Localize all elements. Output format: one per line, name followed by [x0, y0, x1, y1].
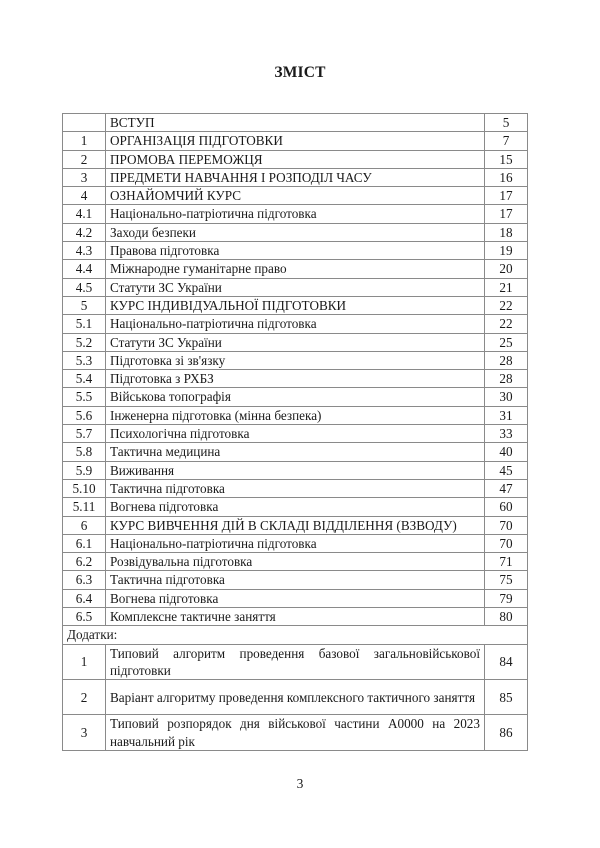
table-of-contents [62, 113, 528, 751]
toc-section-title[interactable]: Комплексне тактичне заняття [106, 608, 485, 626]
toc-section-title[interactable]: Національно-патріотична підготовка [106, 315, 485, 333]
toc-page-number: 79 [485, 589, 528, 607]
appendix-row[interactable] [63, 680, 528, 715]
toc-page-number: 17 [485, 205, 528, 223]
toc-section-number: 3 [63, 168, 106, 186]
toc-section-number: 6.3 [63, 571, 106, 589]
toc-row[interactable] [63, 260, 528, 278]
toc-row[interactable] [63, 479, 528, 497]
toc-section-number: 6.1 [63, 534, 106, 552]
toc-section-number: 5.7 [63, 425, 106, 443]
toc-section-title[interactable]: Вогнева підготовка [106, 589, 485, 607]
toc-page-number: 60 [485, 498, 528, 516]
toc-section-number: 5.2 [63, 333, 106, 351]
toc-row[interactable] [63, 608, 528, 626]
toc-section-number: 5.5 [63, 388, 106, 406]
toc-section-number: 5.6 [63, 406, 106, 424]
toc-section-number: 1 [63, 644, 106, 679]
toc-section-number: 5.1 [63, 315, 106, 333]
toc-page-number: 31 [485, 406, 528, 424]
toc-section-title[interactable]: ОЗНАЙОМЧИЙ КУРС [106, 187, 485, 205]
toc-row[interactable] [63, 315, 528, 333]
page-number: 3 [296, 776, 304, 791]
toc-page-number: 85 [485, 680, 528, 715]
toc-page-number: 84 [485, 644, 528, 679]
toc-row[interactable] [63, 406, 528, 424]
toc-row[interactable] [63, 443, 528, 461]
toc-section-title[interactable]: Національно-патріотична підготовка [106, 205, 485, 223]
toc-row[interactable] [63, 150, 528, 168]
toc-page-number: 19 [485, 242, 528, 260]
toc-row[interactable] [63, 425, 528, 443]
toc-row[interactable] [63, 168, 528, 186]
toc-page-number: 45 [485, 461, 528, 479]
toc-row[interactable] [63, 296, 528, 314]
appendix-label: Додатки: [63, 626, 528, 644]
toc-page-number: 47 [485, 479, 528, 497]
toc-section-title[interactable]: Вогнева підготовка [106, 498, 485, 516]
toc-section-title[interactable]: ПРЕДМЕТИ НАВЧАННЯ І РОЗПОДІЛ ЧАСУ [106, 168, 485, 186]
toc-body [63, 114, 528, 751]
toc-row[interactable] [63, 205, 528, 223]
toc-section-number: 4.3 [63, 242, 106, 260]
toc-section-number: 4.1 [63, 205, 106, 223]
toc-section-number: 4 [63, 187, 106, 205]
toc-section-number: 4.2 [63, 223, 106, 241]
toc-row[interactable] [63, 589, 528, 607]
toc-page-number: 33 [485, 425, 528, 443]
toc-section-number: 5.9 [63, 461, 106, 479]
toc-page-number: 80 [485, 608, 528, 626]
toc-section-number: 5.4 [63, 370, 106, 388]
toc-page-number: 25 [485, 333, 528, 351]
toc-section-number: 6.2 [63, 553, 106, 571]
toc-section-title[interactable]: Правова підготовка [106, 242, 485, 260]
toc-page-number: 28 [485, 370, 528, 388]
toc-row[interactable] [63, 516, 528, 534]
toc-section-title[interactable]: Статути ЗС України [106, 333, 485, 351]
toc-section-number: 5.10 [63, 479, 106, 497]
toc-section-number [63, 114, 106, 132]
toc-page-number: 22 [485, 315, 528, 333]
toc-row[interactable] [63, 187, 528, 205]
toc-page-number: 20 [485, 260, 528, 278]
toc-row[interactable] [63, 223, 528, 241]
toc-section-title[interactable]: ОРГАНІЗАЦІЯ ПІДГОТОВКИ [106, 132, 485, 150]
toc-row[interactable] [63, 351, 528, 369]
toc-section-number: 5 [63, 296, 106, 314]
toc-row[interactable] [63, 553, 528, 571]
toc-section-number: 5.8 [63, 443, 106, 461]
toc-section-title[interactable]: Психологічна підготовка [106, 425, 485, 443]
toc-section-title[interactable]: Заходи безпеки [106, 223, 485, 241]
toc-section-title[interactable]: КУРС ІНДИВІДУАЛЬНОЇ ПІДГОТОВКИ [106, 296, 485, 314]
appendix-row[interactable] [63, 715, 528, 750]
toc-row[interactable] [63, 278, 528, 296]
toc-row[interactable] [63, 461, 528, 479]
toc-section-title[interactable]: Типовий алгоритм проведення базової загальновійськової підготовки [106, 644, 485, 679]
toc-page-number: 30 [485, 388, 528, 406]
toc-section-number: 1 [63, 132, 106, 150]
toc-section-title[interactable]: Тактична підготовка [106, 571, 485, 589]
toc-row[interactable] [63, 388, 528, 406]
toc-page-number: 75 [485, 571, 528, 589]
toc-section-title[interactable]: Тактична медицина [106, 443, 485, 461]
toc-page-number: 17 [485, 187, 528, 205]
toc-page-number: 86 [485, 715, 528, 750]
toc-page-number: 16 [485, 168, 528, 186]
toc-section-title[interactable]: Підготовка зі зв'язку [106, 351, 485, 369]
toc-section-title[interactable]: Виживання [106, 461, 485, 479]
toc-section-number: 2 [63, 680, 106, 715]
toc-page-number: 18 [485, 223, 528, 241]
toc-section-title[interactable]: Військова топографія [106, 388, 485, 406]
toc-section-title[interactable]: Тактична підготовка [106, 479, 485, 497]
toc-section-title[interactable]: ПРОМОВА ПЕРЕМОЖЦЯ [106, 150, 485, 168]
toc-section-title[interactable]: Міжнародне гуманітарне право [106, 260, 485, 278]
toc-page-number: 15 [485, 150, 528, 168]
toc-page-number: 70 [485, 516, 528, 534]
toc-row[interactable] [63, 242, 528, 260]
toc-page-number: 22 [485, 296, 528, 314]
toc-section-number: 3 [63, 715, 106, 750]
toc-row[interactable] [63, 571, 528, 589]
appendix-row[interactable] [63, 644, 528, 679]
toc-section-title[interactable]: Підготовка з РХБЗ [106, 370, 485, 388]
toc-section-number: 2 [63, 150, 106, 168]
toc-row[interactable] [63, 132, 528, 150]
toc-section-title[interactable]: КУРС ВИВЧЕННЯ ДІЙ В СКЛАДІ ВІДДІЛЕННЯ (ВЗВОДУ) [106, 516, 485, 534]
toc-row[interactable] [63, 370, 528, 388]
toc-page-number: 5 [485, 114, 528, 132]
toc-row[interactable] [63, 534, 528, 552]
toc-page-number: 21 [485, 278, 528, 296]
toc-section-title[interactable]: ВСТУП [106, 114, 485, 132]
page-title: ЗМІСТ [274, 64, 326, 81]
toc-section-title[interactable]: Варіант алгоритму проведення комплексного тактичного заняття [106, 680, 485, 715]
toc-row[interactable] [63, 498, 528, 516]
toc-section-number: 6.4 [63, 589, 106, 607]
toc-page-number: 28 [485, 351, 528, 369]
toc-section-number: 6.5 [63, 608, 106, 626]
toc-section-title[interactable]: Типовий розпорядок дня військової частини А0000 на 2023 навчальний рік [106, 715, 485, 750]
toc-page-number: 71 [485, 553, 528, 571]
toc-section-title[interactable]: Розвідувальна підготовка [106, 553, 485, 571]
toc-section-number: 5.11 [63, 498, 106, 516]
toc-section-number: 4.4 [63, 260, 106, 278]
toc-section-number: 5.3 [63, 351, 106, 369]
toc-section-number: 6 [63, 516, 106, 534]
toc-row[interactable] [63, 333, 528, 351]
toc-page-number: 7 [485, 132, 528, 150]
toc-section-title[interactable]: Інженерна підготовка (мінна безпека) [106, 406, 485, 424]
toc-row[interactable] [63, 114, 528, 132]
toc-section-number: 4.5 [63, 278, 106, 296]
toc-page-number: 40 [485, 443, 528, 461]
appendix-header-row [63, 626, 528, 644]
toc-section-title[interactable]: Статути ЗС України [106, 278, 485, 296]
toc-page-number: 70 [485, 534, 528, 552]
toc-section-title[interactable]: Національно-патріотична підготовка [106, 534, 485, 552]
